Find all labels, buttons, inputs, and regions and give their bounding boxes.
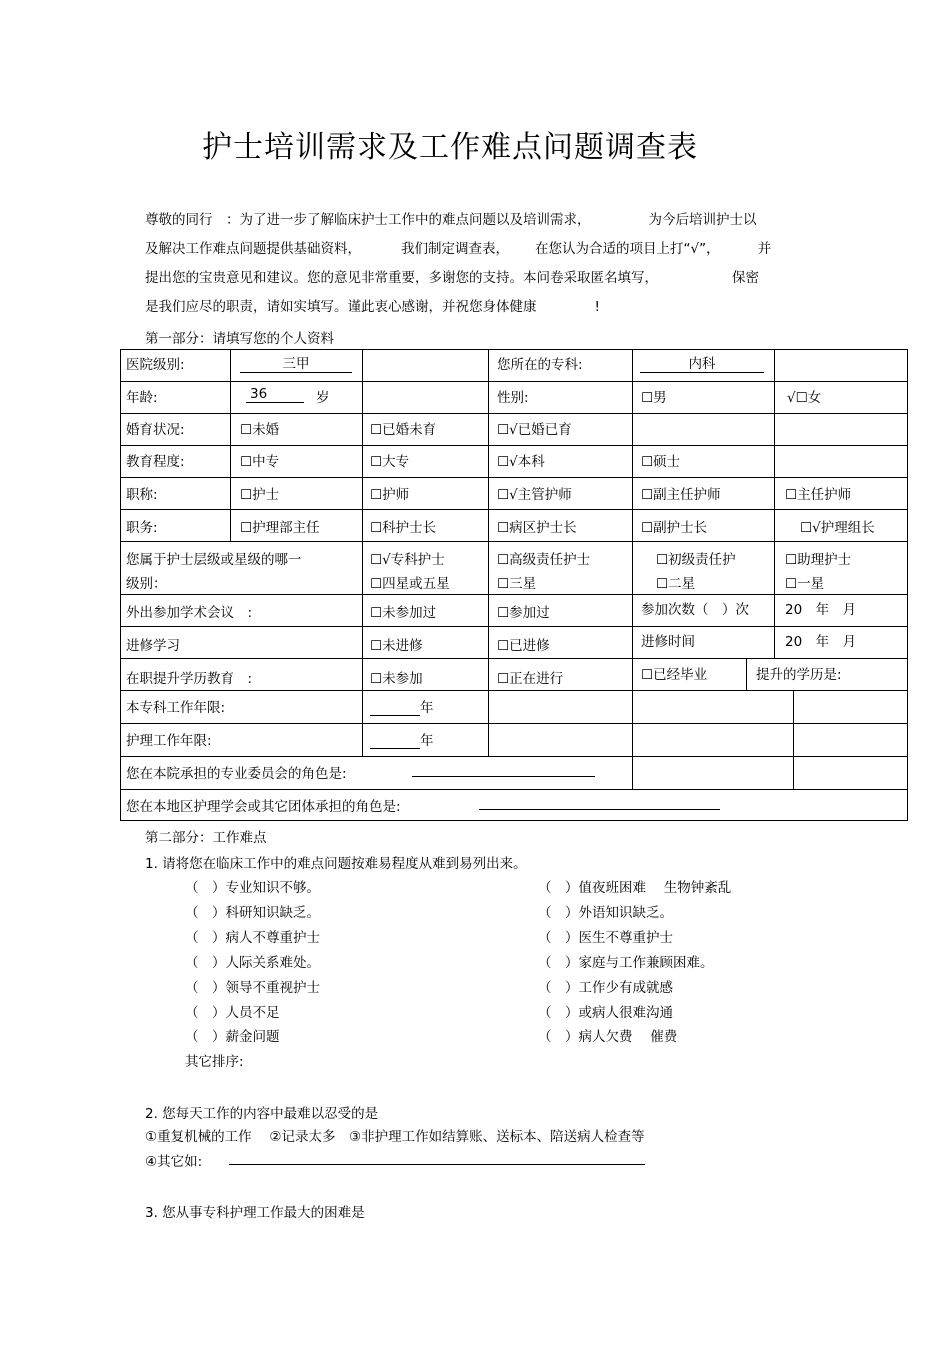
age-value[interactable]: 36 [246,386,304,403]
q1-left-item[interactable]: （ ）病人不尊重护士 [185,930,320,946]
degree-label: 提升的学历是: [756,667,842,683]
study-option[interactable]: ☐未进修 [370,638,423,654]
edu-option[interactable]: ☐硕士 [641,454,681,470]
years-nursing-input[interactable] [370,729,434,749]
intro-text: 提出您的宝贵意见和建议。您的意见非常重要，多谢您的支持。本问卷采取匿名填写， [145,270,658,286]
intro-text: 尊敬的同行 ：为了进一步了解临床护士工作中的难点问题以及培训需求， [145,212,591,228]
level-option[interactable]: ☐初级责任护 [656,552,736,568]
level-label: 级别： [126,576,167,592]
edu-option[interactable]: ☐中专 [240,454,280,470]
part2-heading: 第二部分：工作难点 [145,830,267,846]
level-option[interactable]: ☐二星 [656,576,696,592]
title-option[interactable]: ☐√主管护师 [497,487,572,503]
years-specialty-input[interactable] [370,696,434,716]
q1-right-item[interactable]: （ ）工作少有成就感 [538,980,673,996]
q1-right-item[interactable]: （ ）值夜班困难 生物钟紊乱 [538,880,732,896]
years-nursing-label: 护理工作年限: [126,733,212,749]
duty-option[interactable]: ☐副护士长 [641,520,708,536]
title-option[interactable]: ☐副主任护师 [641,487,721,503]
age-unit: 岁 [316,390,330,406]
level-option[interactable]: ☐助理护士 [785,552,852,568]
duty-option[interactable]: ☐护理部主任 [240,520,320,536]
level-option[interactable]: ☐高级责任护士 [497,552,591,568]
committee-input[interactable] [412,776,595,777]
q1-left-item[interactable]: （ ）领导不重视护士 [185,980,320,996]
gender-label: 性别: [497,390,529,406]
title-option[interactable]: ☐主任护师 [785,487,852,503]
q3-question: 3. 您从事专科护理工作最大的困难是 [145,1205,365,1221]
conference-option[interactable]: ☐参加过 [497,605,550,621]
edu-label: 教育程度: [126,454,185,470]
level-label: 您属于护士层级或星级的哪一 [126,552,302,568]
marital-label: 婚育状况: [126,422,185,438]
duty-option[interactable]: ☐病区护士长 [497,520,577,536]
q1-question: 1. 请将您在临床工作中的难点问题按难易程度从难到易列出来。 [145,856,527,872]
in-service-edu-label: 在职提升学历教育 : [126,671,253,687]
year-unit: 年 [420,733,434,749]
duty-option[interactable]: ☐√护理组长 [800,520,875,536]
study-time-label: 进修时间 [641,634,695,650]
q1-left-item[interactable]: （ ）科研知识缺乏。 [185,905,320,921]
committee-label: 您在本院承担的专业委员会的角色是: [126,766,347,782]
edu-option[interactable]: ☐大专 [370,454,410,470]
q1-right-item[interactable]: （ ）病人欠费 催费 [538,1029,678,1045]
q2-other-input[interactable] [229,1164,645,1165]
level-option[interactable]: ☐√专科护士 [370,552,445,568]
q1-left-item[interactable]: （ ）人员不足 [185,1005,280,1021]
gender-male-checkbox[interactable]: ☐男 [641,390,667,406]
in-service-edu-option[interactable]: ☐已经毕业 [641,667,708,683]
duty-option[interactable]: ☐科护士长 [370,520,437,536]
in-service-edu-option[interactable]: ☐正在进行 [497,671,564,687]
duty-label: 职务: [126,520,158,536]
edu-option[interactable]: ☐√本科 [497,454,545,470]
q2-question: 2. 您每天工作的内容中最难以忍受的是 [145,1106,379,1122]
age-label: 年龄: [126,390,158,406]
study-option[interactable]: ☐已进修 [497,638,550,654]
level-option[interactable]: ☐一星 [785,576,825,592]
intro-text: 及解决工作难点问题提供基础资料， [145,241,361,257]
marital-option[interactable]: ☐√已婚已育 [497,422,572,438]
marital-option[interactable]: ☐已婚未育 [370,422,437,438]
study-date[interactable]: 20 年 月 [785,634,857,650]
study-label: 进修学习 [126,638,180,654]
q1-left-item[interactable]: （ ）专业知识不够。 [185,880,320,896]
part1-heading: 第一部分：请填写您的个人资料 [145,331,334,347]
intro-text: 在您认为合适的项目上打“√”， [535,241,720,257]
conference-count[interactable]: 参加次数（ ）次 [641,602,749,618]
q2-other-label: ④其它如: [145,1154,203,1170]
q1-right-item[interactable]: （ ）外语知识缺乏。 [538,905,673,921]
marital-option[interactable]: ☐未婚 [240,422,280,438]
year-unit: 年 [420,700,434,716]
hospital-label: 医院级别: [126,357,185,373]
q1-other-label: 其它排序: [185,1054,244,1070]
in-service-edu-option[interactable]: ☐未参加 [370,671,423,687]
gender-female-checkbox[interactable]: √☐女 [787,390,822,406]
page-title: 护士培训需求及工作难点问题调查表 [202,130,698,165]
intro-text: 是我们应尽的职责，请如实填写。谨此衷心感谢，并祝您身体健康 [145,299,537,315]
hospital-value[interactable]: 三甲 [240,352,352,373]
intro-text: 我们制定调查表， [401,241,509,257]
q1-right-item[interactable]: （ ）家庭与工作兼顾困难。 [538,955,714,971]
conference-option[interactable]: ☐未参加过 [370,605,437,621]
intro-text: 保密 [732,270,759,286]
q2-options[interactable]: ①重复机械的工作 ②记录太多 ③非护理工作如结算账、送标本、陪送病人检查等 [145,1129,645,1145]
specialty-value[interactable]: 内科 [640,352,764,373]
title-option[interactable]: ☐护士 [240,487,280,503]
years-specialty-label: 本专科工作年限: [126,700,226,716]
society-label: 您在本地区护理学会或其它团体承担的角色是: [126,799,401,815]
title-label: 职称: [126,487,158,503]
intro-line-3 [145,266,759,286]
conference-label: 外出参加学术会议 : [126,605,253,621]
q1-left-item[interactable]: （ ）人际关系难处。 [185,955,320,971]
level-option[interactable]: ☐三星 [497,576,537,592]
specialty-label: 您所在的专科: [497,357,583,373]
q1-right-item[interactable]: （ ）或病人很难沟通 [538,1005,673,1021]
intro-line-2 [145,237,771,257]
q1-right-item[interactable]: （ ）医生不尊重护士 [538,930,673,946]
intro-line-4 [145,295,600,315]
q1-left-item[interactable]: （ ）薪金问题 [185,1029,280,1045]
intro-line-1 [145,208,757,228]
conference-date[interactable]: 20 年 月 [785,602,857,618]
society-input[interactable] [479,809,720,810]
title-option[interactable]: ☐护师 [370,487,410,503]
intro-text: 为今后培训护士以 [648,212,757,228]
intro-text: ! [594,299,600,315]
level-option[interactable]: ☐四星或五星 [370,576,450,592]
intro-text: 并 [757,241,772,257]
